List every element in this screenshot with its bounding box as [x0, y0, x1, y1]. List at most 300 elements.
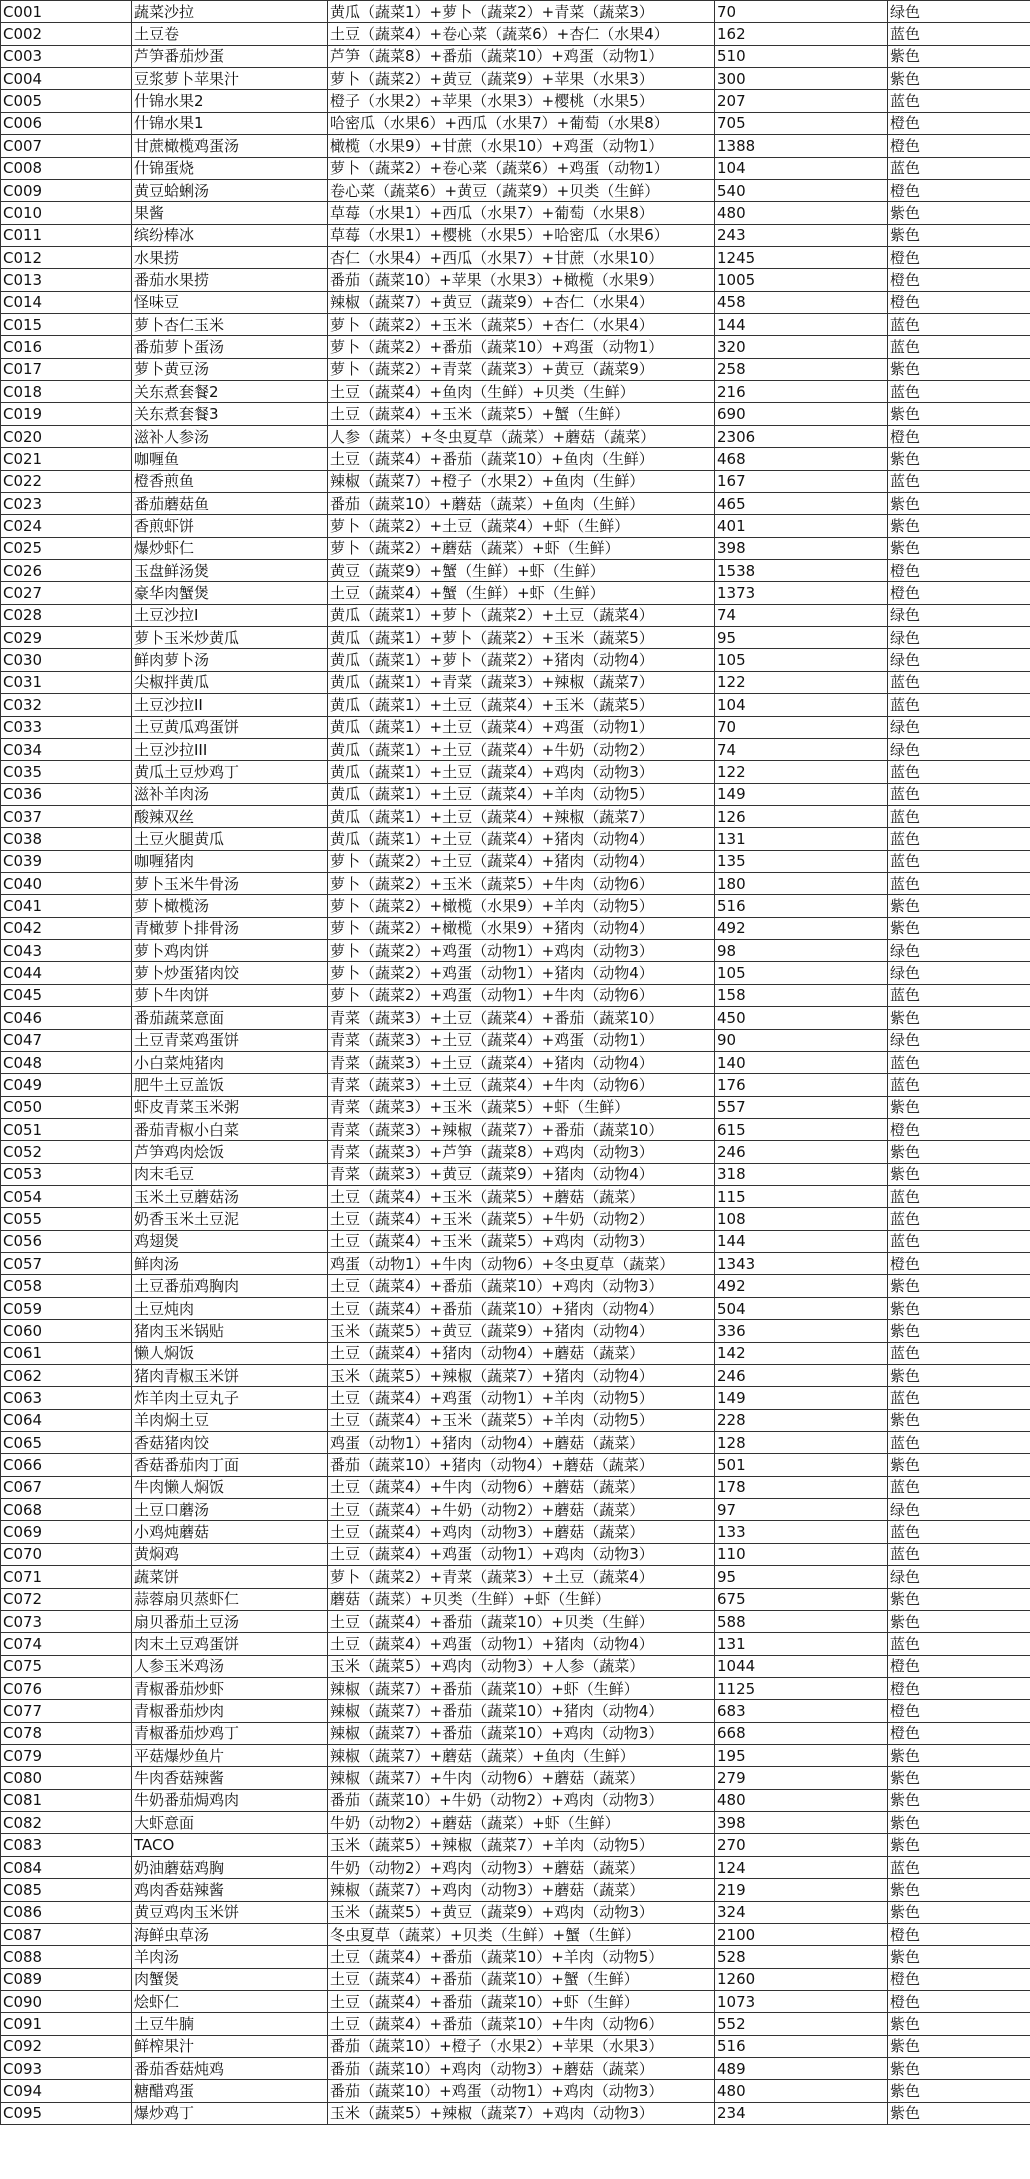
ingredients-cell: 草莓（水果1）+樱桃（水果5）+哈密瓜（水果6）: [328, 224, 715, 246]
recipe-name-cell: 鸡翅煲: [132, 1230, 328, 1252]
recipe-id-cell: C035: [1, 761, 132, 783]
recipe-id-cell: C030: [1, 649, 132, 671]
ingredients-cell: 土豆（蔬菜4）+鱼肉（生鲜）+贝类（生鲜）: [328, 381, 715, 403]
table-row: [1, 2102, 1030, 2124]
ingredients-cell: 黄瓜（蔬菜1）+萝卜（蔬菜2）+土豆（蔬菜4）: [328, 604, 715, 626]
ingredients-cell: 土豆（蔬菜4）+番茄（蔬菜10）+鱼肉（生鲜）: [328, 448, 715, 470]
table-row: [1, 1610, 1030, 1632]
value-cell: 167: [715, 470, 888, 492]
value-cell: 2100: [715, 1923, 888, 1945]
color-cell: 紫色: [888, 1610, 1030, 1632]
table-row: [1, 962, 1030, 984]
recipe-id-cell: C026: [1, 559, 132, 581]
table-row: [1, 2035, 1030, 2057]
recipe-id-cell: C037: [1, 805, 132, 827]
color-cell: 蓝色: [888, 1208, 1030, 1230]
value-cell: 510: [715, 45, 888, 67]
ingredients-cell: 土豆（蔬菜4）+番茄（蔬菜10）+鸡肉（动物3）: [328, 1275, 715, 1297]
ingredients-cell: 土豆（蔬菜4）+牛肉（动物6）+蘑菇（蔬菜）: [328, 1476, 715, 1498]
recipe-id-cell: C040: [1, 873, 132, 895]
recipe-name-cell: 平菇爆炒鱼片: [132, 1745, 328, 1767]
recipe-id-cell: C029: [1, 627, 132, 649]
value-cell: 690: [715, 403, 888, 425]
recipe-id-cell: C073: [1, 1610, 132, 1632]
color-cell: 蓝色: [888, 761, 1030, 783]
recipe-id-cell: C013: [1, 269, 132, 291]
recipe-name-cell: 什锦蛋烧: [132, 157, 328, 179]
ingredients-cell: 番茄（蔬菜10）+苹果（水果3）+橄榄（水果9）: [328, 269, 715, 291]
recipe-id-cell: C091: [1, 2013, 132, 2035]
color-cell: 紫色: [888, 1454, 1030, 1476]
table-row: [1, 873, 1030, 895]
value-cell: 144: [715, 314, 888, 336]
ingredients-cell: 土豆（蔬菜4）+番茄（蔬菜10）+贝类（生鲜）: [328, 1610, 715, 1632]
table-row: [1, 1320, 1030, 1342]
recipe-id-cell: C047: [1, 1029, 132, 1051]
color-cell: 蓝色: [888, 1633, 1030, 1655]
ingredients-cell: 辣椒（蔬菜7）+番茄（蔬菜10）+鸡肉（动物3）: [328, 1722, 715, 1744]
color-cell: 紫色: [888, 358, 1030, 380]
table-row: [1, 68, 1030, 90]
ingredients-cell: 牛奶（动物2）+鸡肉（动物3）+蘑菇（蔬菜）: [328, 1856, 715, 1878]
recipe-id-cell: C025: [1, 537, 132, 559]
recipe-id-cell: C076: [1, 1677, 132, 1699]
recipe-name-cell: 鲜肉萝卜汤: [132, 649, 328, 671]
value-cell: 158: [715, 984, 888, 1006]
color-cell: 蓝色: [888, 873, 1030, 895]
recipe-name-cell: 番茄萝卜蛋汤: [132, 336, 328, 358]
recipe-name-cell: 土豆火腿黄瓜: [132, 828, 328, 850]
color-cell: 蓝色: [888, 23, 1030, 45]
table-row: [1, 1387, 1030, 1409]
table-row: [1, 45, 1030, 67]
table-row: [1, 448, 1030, 470]
recipe-id-cell: C004: [1, 68, 132, 90]
recipe-name-cell: 人参玉米鸡汤: [132, 1655, 328, 1677]
color-cell: 绿色: [888, 1029, 1030, 1051]
value-cell: 683: [715, 1700, 888, 1722]
value-cell: 98: [715, 940, 888, 962]
ingredients-cell: 芦笋（蔬菜8）+番茄（蔬菜10）+鸡蛋（动物1）: [328, 45, 715, 67]
recipe-id-cell: C039: [1, 850, 132, 872]
table-row: [1, 90, 1030, 112]
recipe-id-cell: C079: [1, 1745, 132, 1767]
recipe-id-cell: C074: [1, 1633, 132, 1655]
table-row: [1, 23, 1030, 45]
ingredients-cell: 冬虫夏草（蔬菜）+贝类（生鲜）+蟹（生鲜）: [328, 1923, 715, 1945]
color-cell: 蓝色: [888, 90, 1030, 112]
value-cell: 180: [715, 873, 888, 895]
recipe-id-cell: C031: [1, 671, 132, 693]
recipe-id-cell: C028: [1, 604, 132, 626]
color-cell: 橙色: [888, 582, 1030, 604]
recipe-name-cell: 缤纷棒冰: [132, 224, 328, 246]
recipe-id-cell: C060: [1, 1320, 132, 1342]
color-cell: 蓝色: [888, 1342, 1030, 1364]
recipe-id-cell: C033: [1, 716, 132, 738]
ingredients-cell: 土豆（蔬菜4）+玉米（蔬菜5）+鸡肉（动物3）: [328, 1230, 715, 1252]
color-cell: 橙色: [888, 269, 1030, 291]
recipe-id-cell: C044: [1, 962, 132, 984]
value-cell: 336: [715, 1320, 888, 1342]
recipe-id-cell: C077: [1, 1700, 132, 1722]
value-cell: 279: [715, 1767, 888, 1789]
value-cell: 675: [715, 1588, 888, 1610]
color-cell: 橙色: [888, 1722, 1030, 1744]
color-cell: 紫色: [888, 1901, 1030, 1923]
table-row: [1, 984, 1030, 1006]
ingredients-cell: 番茄（蔬菜10）+橙子（水果2）+苹果（水果3）: [328, 2035, 715, 2057]
table-row: [1, 627, 1030, 649]
recipe-id-cell: C078: [1, 1722, 132, 1744]
ingredients-cell: 哈密瓜（水果6）+西瓜（水果7）+葡萄（水果8）: [328, 112, 715, 134]
color-cell: 紫色: [888, 1141, 1030, 1163]
recipe-id-cell: C082: [1, 1812, 132, 1834]
table-row: [1, 1409, 1030, 1431]
ingredients-cell: 土豆（蔬菜4）+牛奶（动物2）+蘑菇（蔬菜）: [328, 1499, 715, 1521]
recipe-id-cell: C022: [1, 470, 132, 492]
color-cell: 紫色: [888, 895, 1030, 917]
ingredients-cell: 土豆（蔬菜4）+玉米（蔬菜5）+蘑菇（蔬菜）: [328, 1186, 715, 1208]
value-cell: 1343: [715, 1253, 888, 1275]
table-row: [1, 1051, 1030, 1073]
value-cell: 516: [715, 2035, 888, 2057]
table-row: [1, 1074, 1030, 1096]
recipe-name-cell: 蔬菜沙拉: [132, 1, 328, 23]
table-row: [1, 1543, 1030, 1565]
recipe-id-cell: C090: [1, 1990, 132, 2012]
color-cell: 紫色: [888, 2058, 1030, 2080]
value-cell: 492: [715, 917, 888, 939]
ingredients-cell: 土豆（蔬菜4）+番茄（蔬菜10）+猪肉（动物4）: [328, 1297, 715, 1319]
recipe-id-cell: C051: [1, 1118, 132, 1140]
recipe-id-cell: C023: [1, 492, 132, 514]
recipe-id-cell: C086: [1, 1901, 132, 1923]
value-cell: 178: [715, 1476, 888, 1498]
value-cell: 318: [715, 1163, 888, 1185]
table-row: [1, 1745, 1030, 1767]
ingredients-cell: 萝卜（蔬菜2）+青菜（蔬菜3）+土豆（蔬菜4）: [328, 1566, 715, 1588]
recipe-name-cell: 牛奶番茄焗鸡肉: [132, 1789, 328, 1811]
value-cell: 492: [715, 1275, 888, 1297]
color-cell: 紫色: [888, 1007, 1030, 1029]
ingredients-cell: 土豆（蔬菜4）+鸡肉（动物3）+蘑菇（蔬菜）: [328, 1521, 715, 1543]
value-cell: 588: [715, 1610, 888, 1632]
recipe-name-cell: 鸡肉香菇辣酱: [132, 1879, 328, 1901]
color-cell: 绿色: [888, 1566, 1030, 1588]
value-cell: 219: [715, 1879, 888, 1901]
value-cell: 216: [715, 381, 888, 403]
recipe-name-cell: 青橄萝卜排骨汤: [132, 917, 328, 939]
table-row: [1, 1029, 1030, 1051]
recipe-name-cell: 小白菜炖猪肉: [132, 1051, 328, 1073]
table-row: [1, 2013, 1030, 2035]
recipe-id-cell: C050: [1, 1096, 132, 1118]
recipe-id-cell: C020: [1, 425, 132, 447]
ingredients-cell: 黄瓜（蔬菜1）+土豆（蔬菜4）+牛奶（动物2）: [328, 738, 715, 760]
value-cell: 450: [715, 1007, 888, 1029]
value-cell: 131: [715, 828, 888, 850]
value-cell: 1245: [715, 246, 888, 268]
value-cell: 1538: [715, 559, 888, 581]
color-cell: 绿色: [888, 962, 1030, 984]
recipe-name-cell: 芦笋鸡肉烩饭: [132, 1141, 328, 1163]
ingredients-cell: 草莓（水果1）+西瓜（水果7）+葡萄（水果8）: [328, 202, 715, 224]
value-cell: 176: [715, 1074, 888, 1096]
table-row: [1, 2080, 1030, 2102]
color-cell: 紫色: [888, 1163, 1030, 1185]
recipe-name-cell: 萝卜玉米炒黄瓜: [132, 627, 328, 649]
recipe-id-cell: C017: [1, 358, 132, 380]
value-cell: 74: [715, 604, 888, 626]
color-cell: 蓝色: [888, 336, 1030, 358]
ingredients-cell: 黄瓜（蔬菜1）+土豆（蔬菜4）+玉米（蔬菜5）: [328, 694, 715, 716]
color-cell: 紫色: [888, 2035, 1030, 2057]
recipe-name-cell: 土豆沙拉I: [132, 604, 328, 626]
value-cell: 1373: [715, 582, 888, 604]
value-cell: 195: [715, 1745, 888, 1767]
table-row: [1, 470, 1030, 492]
recipe-id-cell: C007: [1, 135, 132, 157]
table-row: [1, 582, 1030, 604]
recipe-name-cell: 牛肉香菇辣酱: [132, 1767, 328, 1789]
ingredients-cell: 卷心菜（蔬菜6）+黄豆（蔬菜9）+贝类（生鲜）: [328, 179, 715, 201]
recipe-name-cell: 土豆口蘑汤: [132, 1499, 328, 1521]
recipe-id-cell: C018: [1, 381, 132, 403]
value-cell: 320: [715, 336, 888, 358]
table-row: [1, 805, 1030, 827]
ingredients-cell: 番茄（蔬菜10）+蘑菇（蔬菜）+鱼肉（生鲜）: [328, 492, 715, 514]
color-cell: 紫色: [888, 1745, 1030, 1767]
recipe-name-cell: 什锦水果1: [132, 112, 328, 134]
value-cell: 124: [715, 1856, 888, 1878]
table-row: [1, 1812, 1030, 1834]
recipe-id-cell: C072: [1, 1588, 132, 1610]
table-row: [1, 1208, 1030, 1230]
ingredients-cell: 青菜（蔬菜3）+土豆（蔬菜4）+番茄（蔬菜10）: [328, 1007, 715, 1029]
recipe-name-cell: 玉盘鲜汤煲: [132, 559, 328, 581]
recipe-name-cell: 鲜肉汤: [132, 1253, 328, 1275]
recipe-id-cell: C003: [1, 45, 132, 67]
recipe-name-cell: 黄瓜土豆炒鸡丁: [132, 761, 328, 783]
recipe-name-cell: 滋补羊肉汤: [132, 783, 328, 805]
table-row: [1, 738, 1030, 760]
color-cell: 蓝色: [888, 828, 1030, 850]
ingredients-cell: 橙子（水果2）+苹果（水果3）+樱桃（水果5）: [328, 90, 715, 112]
table-row: [1, 291, 1030, 313]
color-cell: 紫色: [888, 68, 1030, 90]
recipe-id-cell: C093: [1, 2058, 132, 2080]
recipe-name-cell: 牛肉懒人焖饭: [132, 1476, 328, 1498]
recipe-name-cell: 番茄蔬菜意面: [132, 1007, 328, 1029]
recipe-id-cell: C008: [1, 157, 132, 179]
table-row: [1, 358, 1030, 380]
table-row: [1, 381, 1030, 403]
color-cell: 绿色: [888, 1499, 1030, 1521]
recipe-name-cell: 黄豆鸡肉玉米饼: [132, 1901, 328, 1923]
ingredients-cell: 萝卜（蔬菜2）+蘑菇（蔬菜）+虾（生鲜）: [328, 537, 715, 559]
recipe-name-cell: 咖喱猪肉: [132, 850, 328, 872]
recipe-id-cell: C010: [1, 202, 132, 224]
color-cell: 紫色: [888, 2080, 1030, 2102]
table-row: [1, 269, 1030, 291]
recipe-name-cell: 芦笋番茄炒蛋: [132, 45, 328, 67]
ingredients-cell: 青菜（蔬菜3）+玉米（蔬菜5）+虾（生鲜）: [328, 1096, 715, 1118]
table-row: [1, 179, 1030, 201]
recipe-name-cell: 萝卜橄榄汤: [132, 895, 328, 917]
color-cell: 橙色: [888, 559, 1030, 581]
value-cell: 557: [715, 1096, 888, 1118]
recipe-name-cell: 爆炒虾仁: [132, 537, 328, 559]
value-cell: 122: [715, 761, 888, 783]
ingredients-cell: 土豆（蔬菜4）+番茄（蔬菜10）+牛肉（动物6）: [328, 2013, 715, 2035]
table-row: [1, 1454, 1030, 1476]
recipe-name-cell: 番茄青椒小白菜: [132, 1118, 328, 1140]
ingredients-cell: 辣椒（蔬菜7）+牛肉（动物6）+蘑菇（蔬菜）: [328, 1767, 715, 1789]
table-row: [1, 1, 1030, 23]
color-cell: 紫色: [888, 1320, 1030, 1342]
table-row: [1, 112, 1030, 134]
recipe-id-cell: C032: [1, 694, 132, 716]
table-row: [1, 895, 1030, 917]
ingredients-cell: 黄瓜（蔬菜1）+萝卜（蔬菜2）+玉米（蔬菜5）: [328, 627, 715, 649]
value-cell: 540: [715, 179, 888, 201]
color-cell: 紫色: [888, 917, 1030, 939]
recipe-id-cell: C081: [1, 1789, 132, 1811]
table-row: [1, 1342, 1030, 1364]
ingredients-cell: 青菜（蔬菜3）+芦笋（蔬菜8）+鸡肉（动物3）: [328, 1141, 715, 1163]
recipe-name-cell: 炸羊肉土豆丸子: [132, 1387, 328, 1409]
ingredients-cell: 土豆（蔬菜4）+卷心菜（蔬菜6）+杏仁（水果4）: [328, 23, 715, 45]
recipe-table-body: [1, 1, 1030, 2125]
ingredients-cell: 番茄（蔬菜10）+鸡蛋（动物1）+鸡肉（动物3）: [328, 2080, 715, 2102]
recipe-id-cell: C036: [1, 783, 132, 805]
recipe-name-cell: 扇贝番茄土豆汤: [132, 1610, 328, 1632]
recipe-name-cell: 鲜榨果汁: [132, 2035, 328, 2057]
table-row: [1, 716, 1030, 738]
ingredients-cell: 青菜（蔬菜3）+土豆（蔬菜4）+牛肉（动物6）: [328, 1074, 715, 1096]
color-cell: 紫色: [888, 202, 1030, 224]
value-cell: 97: [715, 1499, 888, 1521]
color-cell: 紫色: [888, 492, 1030, 514]
recipe-id-cell: C066: [1, 1454, 132, 1476]
color-cell: 橙色: [888, 1118, 1030, 1140]
recipe-id-cell: C089: [1, 1968, 132, 1990]
color-cell: 紫色: [888, 1297, 1030, 1319]
ingredients-cell: 番茄（蔬菜10）+牛奶（动物2）+鸡肉（动物3）: [328, 1789, 715, 1811]
value-cell: 705: [715, 112, 888, 134]
table-row: [1, 246, 1030, 268]
recipe-name-cell: 蔬菜饼: [132, 1566, 328, 1588]
ingredients-cell: 萝卜（蔬菜2）+土豆（蔬菜4）+猪肉（动物4）: [328, 850, 715, 872]
recipe-name-cell: 土豆番茄鸡胸肉: [132, 1275, 328, 1297]
recipe-name-cell: 尖椒拌黄瓜: [132, 671, 328, 693]
value-cell: 110: [715, 1543, 888, 1565]
table-row: [1, 761, 1030, 783]
ingredients-cell: 萝卜（蔬菜2）+土豆（蔬菜4）+虾（生鲜）: [328, 515, 715, 537]
recipe-name-cell: 羊肉汤: [132, 1946, 328, 1968]
recipe-id-cell: C021: [1, 448, 132, 470]
recipe-id-cell: C015: [1, 314, 132, 336]
ingredients-cell: 辣椒（蔬菜7）+橙子（水果2）+鱼肉（生鲜）: [328, 470, 715, 492]
color-cell: 蓝色: [888, 1230, 1030, 1252]
value-cell: 465: [715, 492, 888, 514]
ingredients-cell: 土豆（蔬菜4）+蟹（生鲜）+虾（生鲜）: [328, 582, 715, 604]
color-cell: 绿色: [888, 604, 1030, 626]
recipe-id-cell: C052: [1, 1141, 132, 1163]
recipe-id-cell: C027: [1, 582, 132, 604]
recipe-id-cell: C063: [1, 1387, 132, 1409]
value-cell: 243: [715, 224, 888, 246]
recipe-name-cell: 土豆卷: [132, 23, 328, 45]
table-row: [1, 336, 1030, 358]
recipe-name-cell: 猪肉玉米锅贴: [132, 1320, 328, 1342]
recipe-id-cell: C041: [1, 895, 132, 917]
ingredients-cell: 青菜（蔬菜3）+辣椒（蔬菜7）+番茄（蔬菜10）: [328, 1118, 715, 1140]
recipe-id-cell: C057: [1, 1253, 132, 1275]
table-row: [1, 917, 1030, 939]
recipe-id-cell: C043: [1, 940, 132, 962]
ingredients-cell: 黄瓜（蔬菜1）+土豆（蔬菜4）+鸡肉（动物3）: [328, 761, 715, 783]
color-cell: 紫色: [888, 1879, 1030, 1901]
color-cell: 橙色: [888, 291, 1030, 313]
value-cell: 2306: [715, 425, 888, 447]
color-cell: 橙色: [888, 135, 1030, 157]
table-row: [1, 1096, 1030, 1118]
recipe-id-cell: C019: [1, 403, 132, 425]
color-cell: 绿色: [888, 627, 1030, 649]
value-cell: 398: [715, 1812, 888, 1834]
recipe-name-cell: 果酱: [132, 202, 328, 224]
table-row: [1, 1521, 1030, 1543]
color-cell: 蓝色: [888, 783, 1030, 805]
color-cell: 紫色: [888, 2013, 1030, 2035]
table-row: [1, 1588, 1030, 1610]
recipe-name-cell: 土豆沙拉II: [132, 694, 328, 716]
recipe-id-cell: C005: [1, 90, 132, 112]
table-row: [1, 135, 1030, 157]
value-cell: 108: [715, 1208, 888, 1230]
recipe-id-cell: C062: [1, 1364, 132, 1386]
recipe-name-cell: 青椒番茄炒肉: [132, 1700, 328, 1722]
recipe-name-cell: 豆浆萝卜苹果汁: [132, 68, 328, 90]
color-cell: 蓝色: [888, 805, 1030, 827]
table-row: [1, 314, 1030, 336]
value-cell: 468: [715, 448, 888, 470]
ingredients-cell: 萝卜（蔬菜2）+鸡蛋（动物1）+牛肉（动物6）: [328, 984, 715, 1006]
table-row: [1, 157, 1030, 179]
color-cell: 紫色: [888, 1767, 1030, 1789]
recipe-id-cell: C001: [1, 1, 132, 23]
table-row: [1, 1230, 1030, 1252]
ingredients-cell: 土豆（蔬菜4）+番茄（蔬菜10）+虾（生鲜）: [328, 1990, 715, 2012]
table-row: [1, 783, 1030, 805]
color-cell: 紫色: [888, 1588, 1030, 1610]
table-row: [1, 1364, 1030, 1386]
table-row: [1, 1700, 1030, 1722]
ingredients-cell: 玉米（蔬菜5）+辣椒（蔬菜7）+羊肉（动物5）: [328, 1834, 715, 1856]
recipe-name-cell: 关东煮套餐3: [132, 403, 328, 425]
value-cell: 135: [715, 850, 888, 872]
recipe-name-cell: 肉蟹煲: [132, 1968, 328, 1990]
color-cell: 紫色: [888, 515, 1030, 537]
value-cell: 480: [715, 1789, 888, 1811]
recipe-name-cell: 奶香玉米土豆泥: [132, 1208, 328, 1230]
recipe-name-cell: 香煎虾饼: [132, 515, 328, 537]
value-cell: 122: [715, 671, 888, 693]
value-cell: 149: [715, 783, 888, 805]
table-row: [1, 694, 1030, 716]
